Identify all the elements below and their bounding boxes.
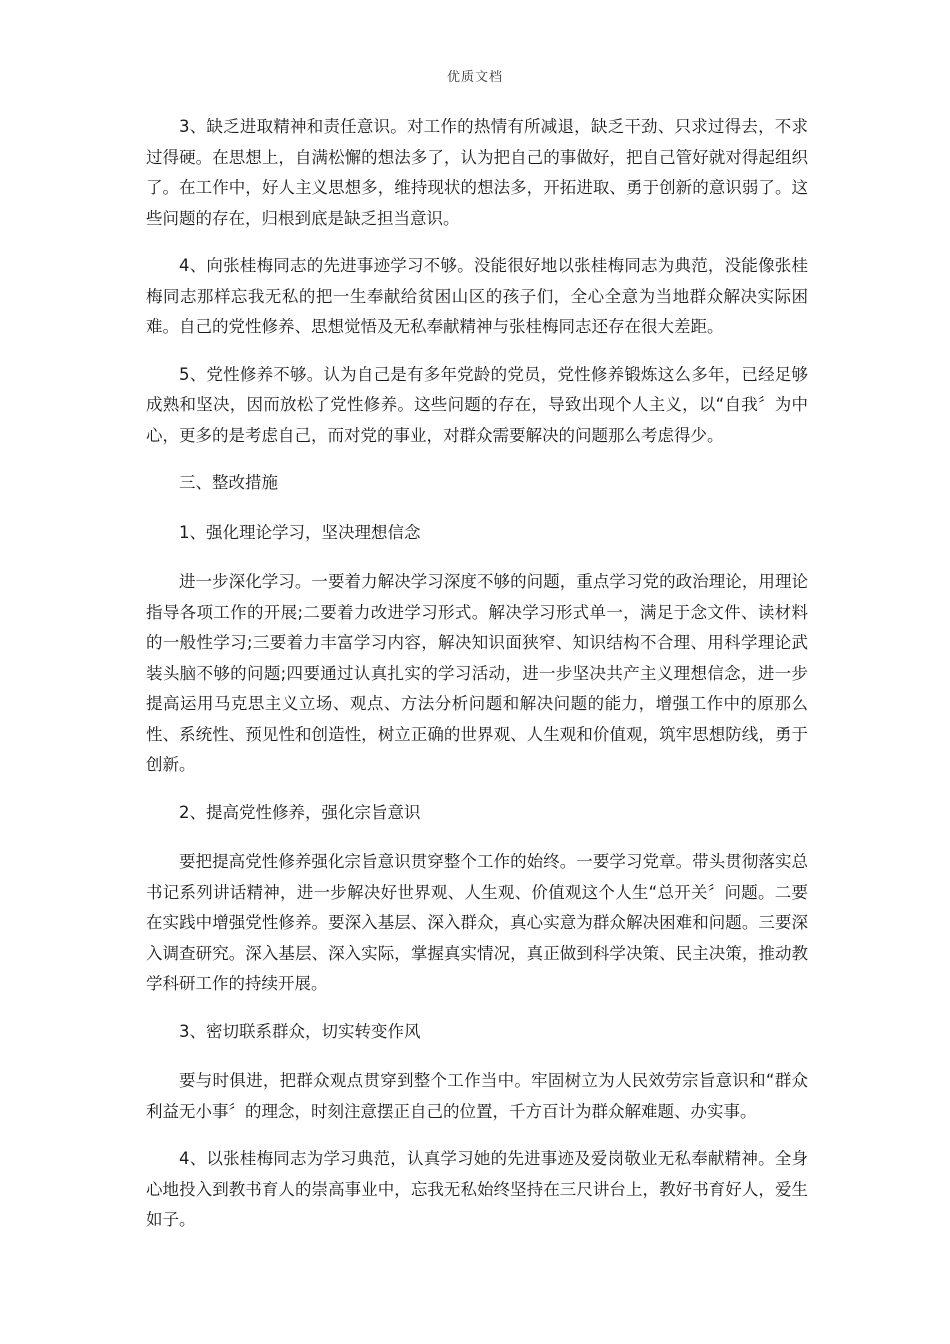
paragraph-role-model: 4、以张桂梅同志为学习典范，认真学习她的先进事迹及爱岗敬业无私奉献精神。全身心地投入到教书育人的崇高事业中，忘我无私始终坚持在三尺讲台上，教好书育好人，爱生如子。 [146, 1149, 808, 1229]
paragraph-problem-3: 3、缺乏进取精神和责任意识。对工作的热情有所减退，缺乏干劲、只求过得去，不求过得硬。在思想上，自满松懈的想法多了，认为把自己的事做好，把自己管好就对得起组织了。在工作中，好人主义思想多，维持现状的想法多，开拓进取、勇于创新的意识弱了。这些问题的存在，归根到底是缺乏担当意识。 [146, 117, 808, 228]
paragraph-problem-4: 4、向张桂梅同志的先进事迹学习不够。没能很好地以张桂梅同志为典范，没能像张桂梅同志那样忘我无私的把一生奉献给贫困山区的孩子们，全心全意为当地群众解决实际困难。自己的党性修养、思想觉悟及无私奉献精神与张桂梅同志还存在很大差距。 [146, 256, 808, 336]
paragraph-problem-5: 5、党性修养不够。认为自己是有多年党龄的党员，党性修养锻炼这么多年，已经足够成熟和坚决，因而放松了党性修养。这些问题的存在，导致出现个人主义，以“自我〞为中心，更多的是考虑自己，而对党的事业，对群众需要解决的问题那么考虑得少。 [146, 364, 808, 445]
document-body [146, 112, 808, 1253]
subheading-theory-study: 1、强化理论学习，坚决理想信念 [179, 522, 421, 542]
subheading-party-spirit: 2、提高党性修养，强化宗旨意识 [179, 802, 421, 822]
section-heading-rectification: 三、整改措施 [179, 473, 278, 492]
paragraph-mass-contact: 要与时俱进，把群众观点贯穿到整个工作当中。牢固树立为人民效劳宗旨意识和“群众利益无小事〞的理念，时刻注意摆正自己的位置，千方百计为群众解难题、办实事。 [146, 1071, 808, 1121]
page-header: 优质文档 [446, 70, 503, 85]
paragraph-theory-study: 进一步深化学习。一要着力解决学习深度不够的问题，重点学习党的政治理论，用理论指导各项工作的开展;二要着力改进学习形式。解决学习形式单一，满足于念文件、读材料的一般性学习;三要着力丰富学习内容，解决知识面狭窄、知识结构不合理、用科学理论武装头脑不够的问题;四要通过认真扎实的学习活动，进一步坚决共产主义理想信念，进一步提高运用马克思主义立场、观点、方法分析问题和解决问题的能力，增强工作中的原那么性、系统性、预见性和创造性，树立正确的世界观、人生观和价值观，筑牢思想防线，勇于创新。 [146, 572, 808, 774]
paragraph-party-spirit: 要把提高党性修养强化宗旨意识贯穿整个工作的始终。一要学习党章。带头贯彻落实总书记系列讲话精神，进一步解决好世界观、人生观、价值观这个人生“总开关〞问题。二要在实践中增强党性修养。要深入基层、深入群众，真心实意为群众解决困难和问题。三要深入调查研究。深入基层、深入实际，掌握真实情况，真正做到科学决策、民主决策，推动教学科研工作的持续开展。 [146, 852, 808, 993]
subheading-mass-contact: 3、密切联系群众，切实转变作风 [179, 1021, 421, 1041]
